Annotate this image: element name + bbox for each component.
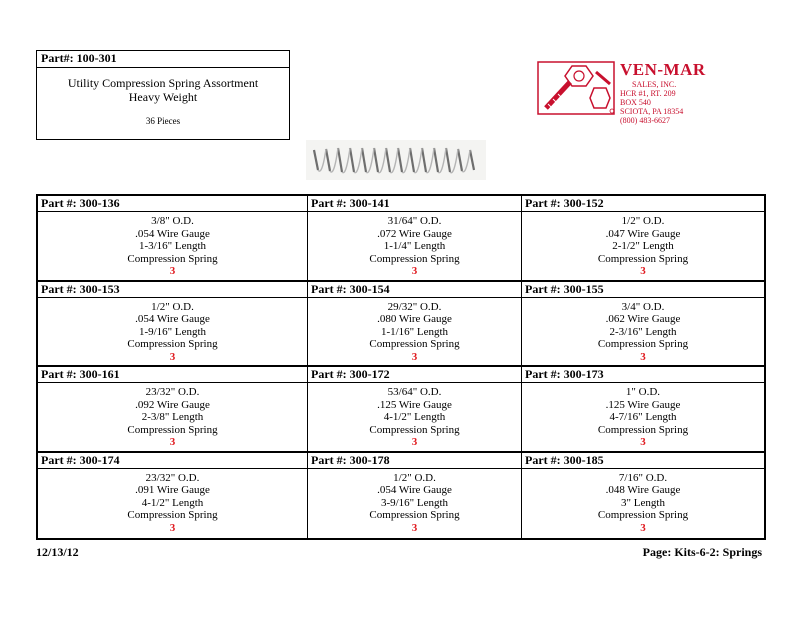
part-od: 1/2" O.D. — [151, 300, 194, 313]
part-cell — [308, 453, 522, 539]
kit-header-box — [36, 50, 290, 140]
part-cell — [38, 196, 308, 282]
part-length: 4-1/2" Length — [383, 411, 446, 423]
part-type: Compression Spring — [127, 338, 218, 350]
company-line5: (800) 483-6627 — [620, 116, 670, 125]
part-gauge: .054 Wire Gauge — [135, 313, 210, 325]
part-length: 2-3/8" Length — [141, 411, 204, 423]
part-type: Compression Spring — [369, 252, 460, 265]
part-gauge: .125 Wire Gauge — [605, 398, 681, 411]
part-quantity: 3 — [411, 265, 418, 277]
part-type: Compression Spring — [369, 509, 460, 521]
part-length: 1-1/4" Length — [383, 240, 446, 252]
part-quantity: 3 — [640, 521, 646, 534]
part-gauge: .048 Wire Gauge — [605, 484, 681, 496]
company-logo — [536, 58, 716, 128]
document-date: 12/13/12 — [36, 545, 79, 559]
part-cell — [522, 453, 764, 539]
company-line2: HCR #1, RT. 209 — [620, 89, 676, 98]
part-length: 1-9/16" Length — [138, 325, 207, 338]
part-od: 1" O.D. — [625, 386, 661, 398]
part-quantity: 3 — [411, 350, 418, 363]
part-number: Part #: 300-161 — [38, 367, 307, 383]
part-gauge: .062 Wire Gauge — [605, 313, 681, 325]
part-cell — [308, 282, 522, 368]
parts-grid — [36, 194, 766, 540]
kit-piece-count: 36 Pieces — [145, 116, 181, 126]
part-gauge: .047 Wire Gauge — [605, 227, 681, 240]
part-length: 2-1/2" Length — [612, 240, 674, 252]
part-od: 7/16" O.D. — [618, 471, 668, 484]
part-length: 2-3/16" Length — [609, 325, 677, 338]
part-number: Part #: 300-136 — [38, 196, 307, 212]
part-cell — [38, 453, 308, 539]
part-gauge: .072 Wire Gauge — [377, 227, 452, 240]
part-type: Compression Spring — [127, 252, 218, 265]
bolt-nut-emblem-icon — [536, 58, 616, 118]
part-od: 1/2" O.D. — [621, 215, 665, 227]
part-number: Part #: 300-153 — [38, 282, 307, 298]
part-gauge: .092 Wire Gauge — [135, 398, 210, 411]
company-line4: SCIOTA, PA 18354 — [620, 107, 684, 116]
part-number: Part #: 300-173 — [522, 367, 764, 383]
part-od: 53/64" O.D. — [387, 386, 442, 398]
part-od: 3/8" O.D. — [151, 215, 194, 227]
part-quantity: 3 — [640, 350, 646, 363]
part-type: Compression Spring — [369, 423, 460, 436]
part-type: Compression Spring — [597, 423, 689, 436]
part-length: 3" Length — [621, 496, 665, 509]
part-number: Part #: 300-178 — [308, 453, 521, 469]
part-gauge: .054 Wire Gauge — [377, 484, 452, 496]
part-type: Compression Spring — [597, 509, 689, 521]
part-type: Compression Spring — [597, 338, 689, 350]
coil-spring-icon — [306, 140, 486, 180]
part-gauge: .091 Wire Gauge — [135, 484, 210, 496]
kit-part-number: Part#: 100-301 — [37, 51, 289, 68]
part-cell — [38, 367, 308, 453]
part-quantity: 3 — [640, 436, 646, 448]
company-line1: SALES, INC. — [632, 80, 677, 89]
part-number: Part #: 300-154 — [308, 282, 521, 298]
part-od: 1/2" O.D. — [393, 471, 436, 484]
part-length: 3-9/16" Length — [380, 496, 449, 509]
part-quantity: 3 — [169, 436, 176, 448]
part-number: Part #: 300-174 — [38, 453, 307, 469]
part-gauge: .080 Wire Gauge — [377, 313, 452, 325]
part-od: 3/4" O.D. — [621, 300, 665, 313]
part-quantity: 3 — [411, 521, 418, 534]
part-cell — [522, 196, 764, 282]
company-line3: BOX 540 — [620, 98, 651, 107]
kit-title-line1: Utility Compression Spring Assortment — [67, 76, 259, 90]
part-quantity: 3 — [169, 350, 176, 363]
part-od: 31/64" O.D. — [387, 215, 442, 227]
part-type: Compression Spring — [369, 338, 460, 350]
page-reference: Page: Kits-6-2: Springs — [642, 545, 762, 559]
part-gauge: .054 Wire Gauge — [135, 227, 210, 240]
part-quantity: 3 — [411, 436, 418, 448]
part-quantity: 3 — [169, 265, 176, 277]
part-number: Part #: 300-141 — [308, 196, 521, 212]
part-od: 23/32" O.D. — [145, 386, 200, 398]
part-cell — [522, 282, 764, 368]
part-number: Part #: 300-152 — [522, 196, 764, 212]
part-cell — [522, 367, 764, 453]
part-cell — [38, 282, 308, 368]
part-quantity: 3 — [640, 265, 646, 277]
part-type: Compression Spring — [127, 509, 218, 521]
company-name: VEN-MAR — [620, 60, 706, 79]
part-length: 1-3/16" Length — [138, 240, 207, 252]
part-type: Compression Spring — [127, 423, 218, 436]
part-number: Part #: 300-172 — [308, 367, 521, 383]
part-type: Compression Spring — [597, 252, 689, 265]
kit-description — [37, 76, 289, 104]
part-od: 29/32" O.D. — [387, 300, 442, 313]
kit-title-line2: Heavy Weight — [128, 90, 198, 104]
part-od: 23/32" O.D. — [145, 471, 200, 484]
part-length: 4-1/2" Length — [141, 496, 204, 509]
part-length: 1-1/16" Length — [380, 325, 449, 338]
part-cell — [308, 196, 522, 282]
part-length: 4-7/16" Length — [609, 411, 677, 423]
part-gauge: .125 Wire Gauge — [377, 398, 452, 411]
part-number: Part #: 300-185 — [522, 453, 764, 469]
part-number: Part #: 300-155 — [522, 282, 764, 298]
part-quantity: 3 — [169, 521, 176, 534]
part-cell — [308, 367, 522, 453]
